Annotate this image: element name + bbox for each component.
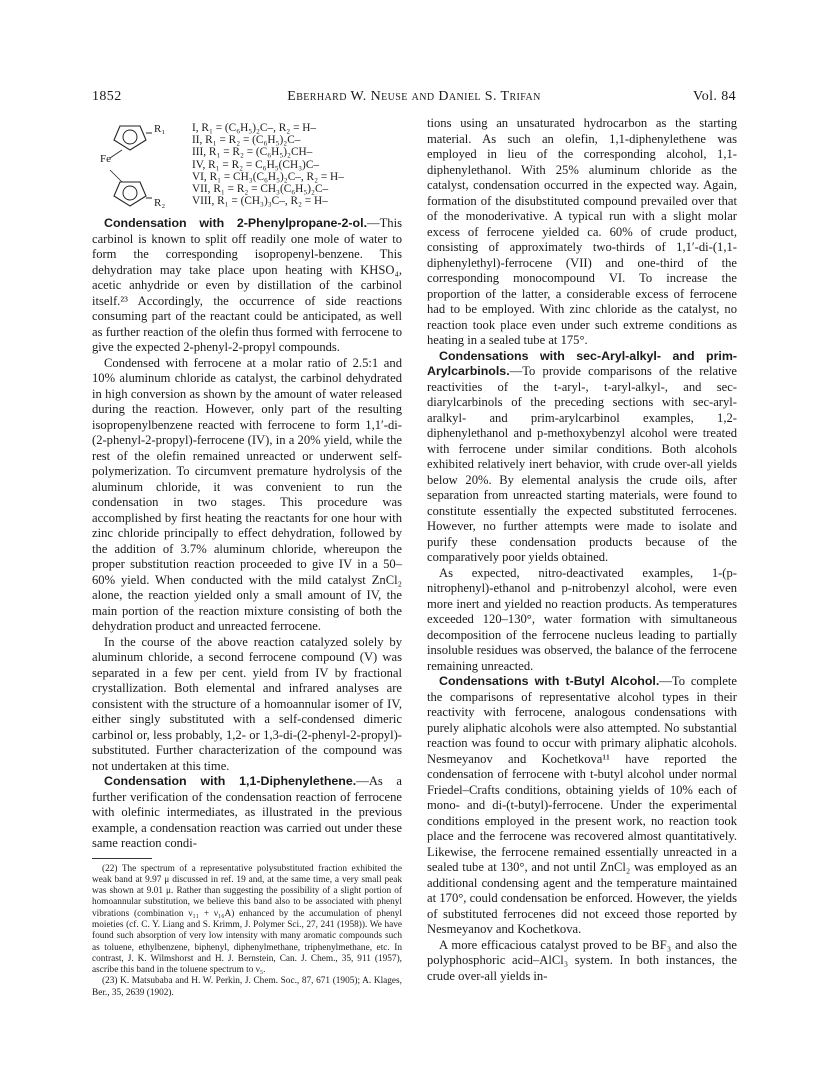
- footnotes: [92, 864, 402, 1000]
- right-column: [427, 116, 737, 984]
- paragraph: [427, 349, 737, 566]
- r2-label: R₂: [154, 197, 166, 209]
- footnote-rule: [92, 858, 152, 859]
- fe-label: Fe: [100, 153, 111, 165]
- paragraph-text: —This carbinol is known to split off readily one mole of water to form the corresponding isopropenyl-benzene. This dehydration may take place upon heating with KHSO₄, acetic anhydride or even by distillation of the carbinol itself.²³ Accordingly, the occurrence of side reactions consuming part of the reactant could be anticipated, as well as further reaction of the olefin thus formed with ferrocene to give the expected 2-phenyl-2-propyl compounds.: [92, 216, 402, 354]
- running-header: [92, 89, 736, 109]
- legend-line: II, R₁ = R₂ = (C₆H₅)₂C–: [192, 134, 301, 147]
- paragraph: [427, 674, 737, 938]
- section-heading: Condensation with 1,1-Diphenylethene.: [104, 774, 357, 788]
- page-number: 1852: [92, 89, 122, 104]
- ferrocene-structure: [92, 116, 402, 212]
- section-heading: Condensations with sec-Aryl-alkyl- and prim-Arylcarbinols.: [427, 348, 737, 378]
- paragraph: [92, 216, 402, 356]
- legend-line: VIII, R₁ = (CH₃)₃C–, R₂ = H–: [192, 195, 328, 208]
- legend-line: IV, R₁ = R₂ = C₆H₅(CH₃)C–: [192, 158, 320, 171]
- paragraph-text: —To complete the comparisons of representative alcohol types in their reactivity with ferrocene, analogous condensations with purely aliphatic alcohols were also attempted. No substantial reaction was found to occur with primary aliphatic alcohols. Nesmeyanov and Kochetkova¹¹ have reported the condensation of ferrocene with t-butyl alcohol under normal Friedel–Crafts conditions, obtaining yields of 10% each of mono- and di-(t-butyl)-ferrocene. Under the experimental conditions employed in the present work, no reaction took place and the ferrocene was recovered almost quantitatively. Likewise, the ferrocene remained essentially unreacted in a sealed tube at 130°, and not until ZnCl₂ was employed as an additional condensing agent and the temperature maintained at 170°, could condensation be enforced. However, the yields of substituted ferrocenes did not exceed those reported by Nesmeyanov and Kochetkova.: [427, 674, 737, 936]
- volume-label: Vol. 84: [693, 89, 736, 104]
- r1-label: R₁: [154, 123, 166, 135]
- legend-line: III, R₁ = R₂ = (C₆H₅)₂CH–: [192, 146, 313, 159]
- paragraph: In the course of the above reaction catalyzed solely by aluminum chloride, a second ferrocene compound (V) was separated in a few per cent. yield from IV by fractional crystallization. Both elemental and infrared analyses are consistent with the structure of a homoannular isomer of IV, either singly substituted with a self-condensed dimeric carbinol or, less probably, 1,2- or 1,3-di-(2-phenyl-2-propyl)-substituted. Further characterization of the compound was not undertaken at this time.: [92, 634, 402, 773]
- paragraph-text: —To provide comparisons of the relative reactivities of the t-aryl-, t-aryl-alkyl-, and sec-diarylcarbinols of the preceding sections with sec-aryl-aralkyl- and prim-arylcarbinol examples, 1,2-diphenylethanol and p-methoxybenzyl alcohol were treated with ferrocene under similar conditions. Both alcohols exhibited relatively inert behavior, with crude over-all yields below 20%. By elemental analysis the crude oils, after separation from unreacted starting materials, were found to constitute essentially the expected substituted ferrocenes. However, no further attempts were made to isolate and purify these condensation products because of the comparatively poor yields obtained.: [427, 364, 737, 564]
- paragraph: As expected, nitro-deactivated examples, 1-(p-nitrophenyl)-ethanol and p-nitrobenzyl alcohol, were even more inert and yielded no reaction products. As temperatures exceeded 120–130°, water formation with simultaneous decomposition of the ferrocene nucleus leading to partially insoluble residues was observed, the balance of the ferrocene remaining unreacted.: [427, 565, 737, 673]
- paragraph: [92, 774, 402, 852]
- legend-line: VI, R₁ = CH₃(C₆H₅)₂C–, R₂ = H–: [192, 170, 344, 183]
- legend-line: VII, R₁ = R₂ = CH₃(C₆H₅)₂C–: [192, 183, 329, 196]
- legend-line: I, R₁ = (C₆H₅)₂C–, R₂ = H–: [192, 122, 317, 134]
- section-heading: Condensations with t-Butyl Alcohol.: [439, 674, 660, 688]
- paragraph-text: —As a further verification of the condensation reaction of ferrocene with olefinic intermediates, as illustrated in the previous example, a condensation reaction was carried out under these same reaction condi-: [92, 774, 402, 850]
- left-column: [92, 116, 402, 999]
- paragraph: Condensed with ferrocene at a molar ratio of 2.5:1 and 10% aluminum chloride as catalyst, the carbinol dehydrated in high conversion as shown by the amount of water released during the reaction. However, only part of the resulting isopropenylbenzene reacted with ferrocene to form 1,1′-di-(2-phenyl-2-propyl)-ferrocene (IV), in a 20% yield, while the rest of the olefin remained unreacted or underwent self-polymerization. To circumvent premature hydrolysis of the aluminum chloride, it was convenient to run the condensation in two stages. This procedure was accomplished by first heating the reactants for one hour with zinc chloride principally to effect dehydration, followed by the addition of 3.7% aluminum chloride, whereupon the proper substitution reaction proceeded to give IV in a 50–60% yield. When conducted with the mild catalyst ZnCl₂ alone, the reaction yielded only a small amount of IV, the main portion of the reaction mixture consisting of both the dehydration product and unreacted ferrocene.: [92, 355, 402, 633]
- paragraph: tions using an unsaturated hydrocarbon as the starting material. As such an olefin, 1,1-diphenylethene was employed in lieu of the corresponding alcohol, 1,1-diphenylethanol. With 25% aluminum chloride as the catalyst, condensation occurred in the expected way. Again, formation of the disubstituted compound prevailed over that of the monoderivative. A typical run with a slight molar excess of ferrocene yielded ca. 60% of crude product, consisting of approximately two-thirds of 1,1′-di-(1,1-diphenylethyl)-ferrocene (VII) and one-third of the corresponding monocompound VI. To increase the proportion of the latter, a considerable excess of ferrocene had to be employed. With zinc chloride as the catalyst, no reaction took place even under such extreme conditions as heating in a sealed tube at 175°.: [427, 116, 737, 347]
- section-heading: Condensation with 2-Phenylpropane-2-ol.: [104, 216, 368, 230]
- footnote-23: (23) K. Matsubaba and H. W. Perkin, J. Chem. Soc., 87, 671 (1905); A. Klages, Ber., 35, 2639 (1902).: [92, 976, 402, 998]
- footnote-22: (22) The spectrum of a representative polysubstituted fraction exhibited the weak band at 9.97 μ discussed in ref. 19 and, at the same time, a very small peak was shown at 9.01 μ. Rather than suggesting the possibility of a slight portion of homoannular substitution, we believe this band also to be associated with phenyl vibrations (combination ν₁₁ + ν₁₆A) enhanced by the accumulation of phenyl moieties (cf. C. Y. Liang and S. Krimm, J. Polymer Sci., 27, 241 (1958)). We have found such absorption of very low intensity with many aromatic compounds such as toluene, ethylbenzene, biphenyl, diphenylmethane, triphenylmethane, etc. In contrast, J. K. Wilmshorst and H. J. Bernstein, Can. J. Chem., 35, 911 (1957), ascribe this band in the toluene spectrum to ν₅.: [92, 863, 402, 976]
- compound-legend: [192, 122, 344, 207]
- running-title: Eberhard W. Neuse and Daniel S. Trifan: [287, 89, 541, 104]
- paragraph: A more efficacious catalyst proved to be BF₃ and also the polyphosphoric acid–AlCl₃ system. In both instances, the crude over-all yields in-: [427, 937, 737, 983]
